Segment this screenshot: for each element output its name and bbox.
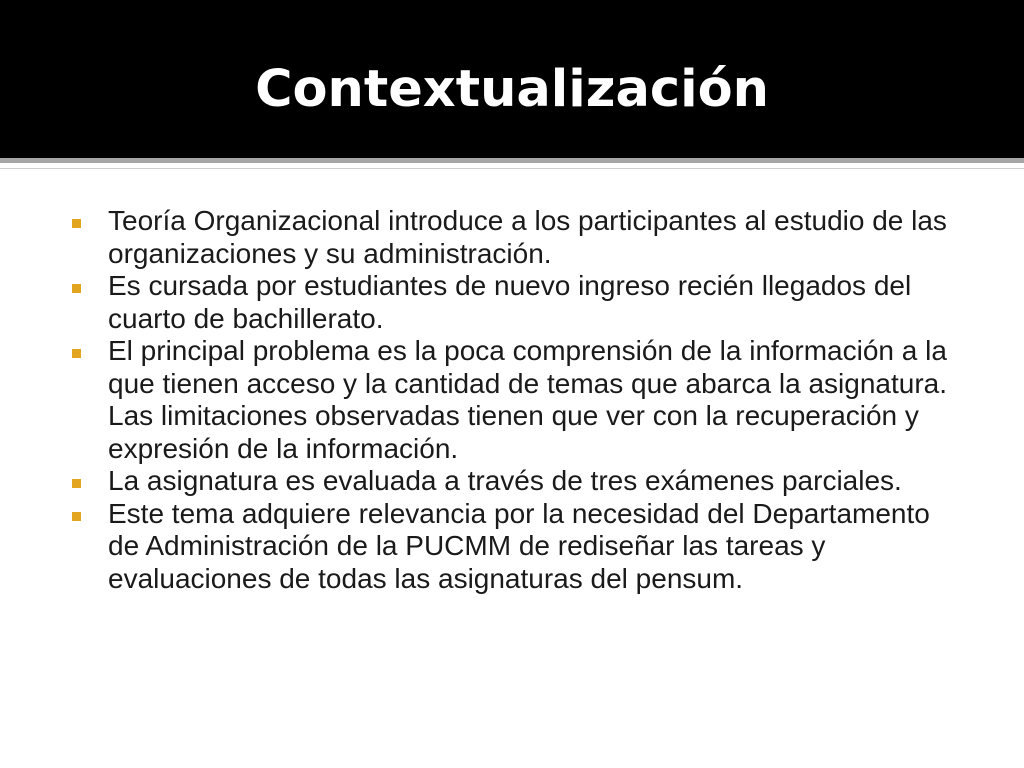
bullet-item: [68, 335, 968, 465]
bullet-item: [68, 270, 968, 335]
square-bullet-icon: [72, 219, 81, 228]
square-bullet-icon: [72, 349, 81, 358]
bullet-text: La asignatura es evaluada a través de tres exámenes parciales.: [108, 465, 902, 496]
title-divider-thin: [0, 168, 1024, 169]
square-bullet-icon: [72, 479, 81, 488]
bullet-item: [68, 498, 968, 596]
square-bullet-icon: [72, 512, 81, 521]
square-bullet-icon: [72, 284, 81, 293]
bullet-text: Es cursada por estudiantes de nuevo ingreso recién llegados del cuarto de bachillerato.: [108, 270, 912, 334]
bullet-text: El principal problema es la poca comprensión de la información a la que tienen acceso y la cantidad de temas que abarca la asignatura. Las limitaciones observadas tienen que ver con la recuperación y expresión de la información.: [108, 335, 948, 464]
bullet-item: [68, 465, 968, 498]
bullet-text: Teoría Organizacional introduce a los participantes al estudio de las organizaciones y su administración.: [108, 205, 947, 269]
bullet-item: [68, 205, 968, 270]
slide-title: Contextualización: [255, 60, 769, 119]
bullet-text: Este tema adquiere relevancia por la necesidad del Departamento de Administración de la PUCMM de rediseñar las tareas y evaluaciones de todas las asignaturas del pensum.: [108, 497, 930, 594]
title-bar: [0, 0, 1024, 158]
bullet-list: [68, 205, 968, 595]
title-divider: [0, 158, 1024, 163]
